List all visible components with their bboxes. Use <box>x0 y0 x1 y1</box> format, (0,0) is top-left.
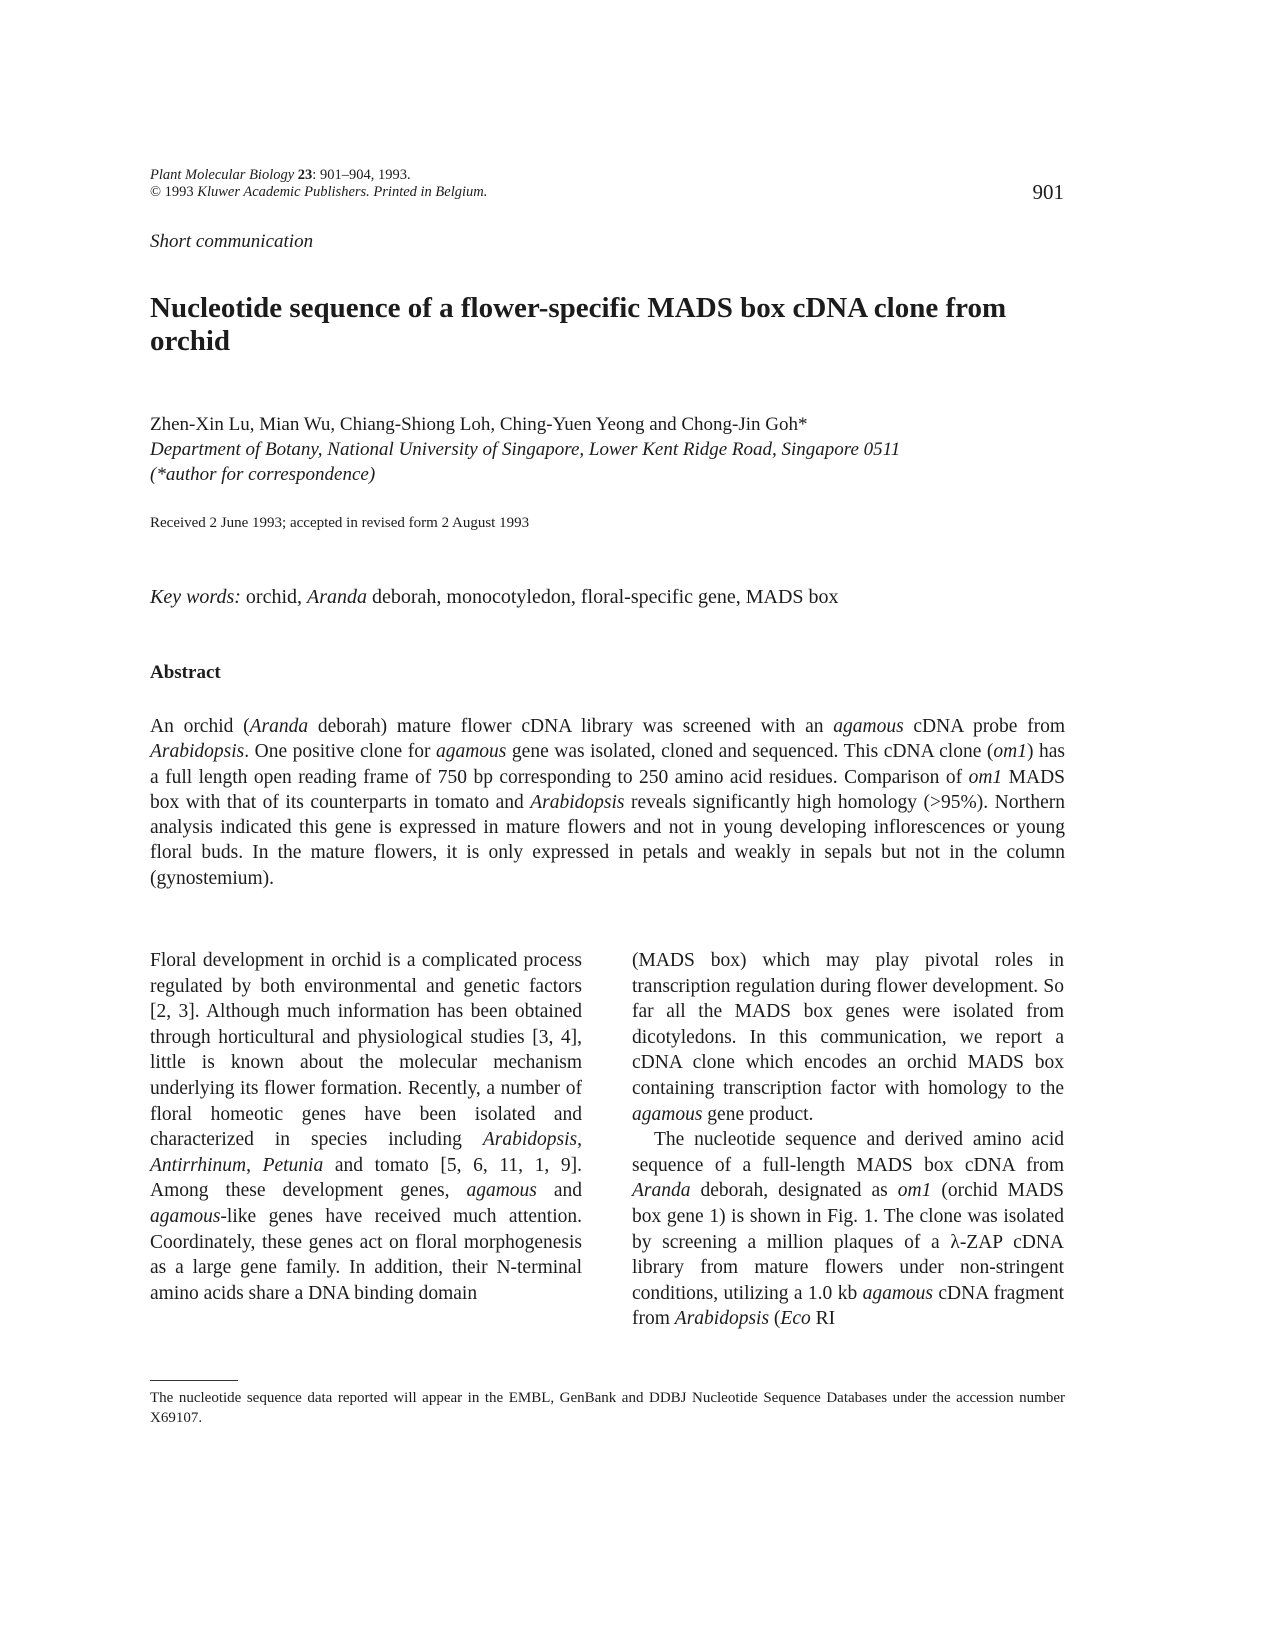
body-column-right <box>632 948 1064 1332</box>
keywords-genus: Aranda <box>307 586 368 608</box>
body-text: cDNA fragment from <box>632 1282 1064 1330</box>
abstract-text: ) has a full length open reading frame of 750 bp corresponding to 250 amino acid residues. Comparison of <box>150 741 1065 788</box>
journal-name: Plant Molecular Biology <box>150 167 295 183</box>
body-text: , <box>246 1154 263 1176</box>
received-dates: Received 2 June 1993; accepted in revised form 2 August 1993 <box>150 515 530 531</box>
body-text: (MADS box) which may play pivotal roles in transcription regulation during flower development. So far all the MADS box genes were isolated from dicotyledons. In this communication, we report a cDNA clone which encodes an orchid MADS box containing transcription factor with homology to the <box>632 950 1064 1099</box>
publisher: Kluwer Academic Publishers. Printed in Belgium. <box>197 184 488 200</box>
abstract-text: . One positive clone for <box>244 741 436 763</box>
journal-header <box>150 167 850 201</box>
correspondence-note: (*author for correspondence) <box>150 464 376 485</box>
abstract-text: reveals significantly high homology (>95%). Northern analysis indicated this gene is expressed in mature flowers and not in young developing inflorescences or young floral buds. In the mature flowers, it is only expressed in petals and weakly in sepals but not in the column (gynostemium). <box>150 791 1065 889</box>
keywords-text: orchid, <box>240 586 308 608</box>
body-text: -like genes have received much attention. Coordinately, these genes act on floral morphogenesis as a large gene family. In addition, their N-terminal amino acids share a DNA binding domain <box>150 1205 582 1304</box>
abstract-text: MADS box with that of its counterparts in tomato and <box>150 766 1065 813</box>
page-number: 901 <box>1032 180 1064 204</box>
copyright-line <box>150 184 850 201</box>
abstract-heading: Abstract <box>150 662 221 683</box>
body-italic: Antirrhinum <box>150 1154 247 1176</box>
abstract-italic: agamous <box>833 716 904 737</box>
body-italic: Petunia <box>262 1154 324 1176</box>
body-italic: om1 <box>897 1180 932 1202</box>
journal-citation <box>150 167 850 184</box>
body-text: deborah, designated as <box>690 1180 898 1202</box>
abstract-text: gene was isolated, cloned and sequenced. This cDNA clone ( <box>506 741 994 763</box>
body-italic: Aranda <box>632 1180 691 1202</box>
footnote: The nucleotide sequence data reported will appear in the EMBL, GenBank and DDBJ Nucleotide Sequence Databases under the accession number X69107. <box>150 1390 1065 1426</box>
affiliation: Department of Botany, National University of Singapore, Lower Kent Ridge Road, Singapore 0511 <box>150 439 901 460</box>
author-block <box>150 412 1110 487</box>
body-text: and tomato [5, 6, 11, 1, 9]. Among these development genes, <box>150 1154 583 1202</box>
footnote-rule <box>150 1380 238 1381</box>
body-italic: Eco <box>780 1308 811 1330</box>
body-text: ( <box>769 1308 781 1330</box>
keywords-label: Key words: <box>150 586 241 608</box>
body-text: , <box>577 1129 582 1151</box>
journal-volume: 23 <box>297 167 313 183</box>
abstract-italic: om1 <box>993 741 1027 763</box>
journal-pages: : 901–904, 1993. <box>312 167 411 183</box>
body-text: and <box>536 1180 583 1202</box>
body-italic: agamous <box>466 1180 537 1202</box>
abstract-italic: om1 <box>968 766 1003 788</box>
keywords-text-rest: deborah, monocotyledon, floral-specific gene, MADS box <box>367 586 839 608</box>
paper-title: Nucleotide sequence of a flower-specific MADS box cDNA clone from orchid <box>150 292 1007 357</box>
body-column-left <box>150 948 582 1306</box>
abstract-text: An orchid ( <box>150 716 250 737</box>
article-type: Short communication <box>150 231 314 252</box>
author-list: Zhen-Xin Lu, Mian Wu, Chiang-Shiong Loh, Ching-Yuen Yeong and Chong-Jin Goh* <box>150 414 808 435</box>
body-italic: agamous <box>862 1282 933 1304</box>
keywords <box>150 586 1110 609</box>
abstract-italic: Arabidopsis <box>150 741 245 763</box>
body-text: RI <box>810 1308 836 1330</box>
abstract-text: deborah) mature flower cDNA library was screened with an <box>308 716 834 737</box>
copyright-year: 1993 <box>161 184 198 200</box>
abstract-body <box>150 714 1065 891</box>
body-text: (orchid MADS box gene 1) is shown in Fig. 1. The clone was isolated by screening a million plaques of a λ-ZAP cDNA library from mature flowers under non-stringent conditions, utilizing a 1.0 kb <box>632 1180 1064 1304</box>
copyright-symbol: © <box>150 184 162 200</box>
body-italic: Arabidopsis <box>482 1129 578 1151</box>
abstract-text: cDNA probe from <box>903 716 1065 737</box>
body-italic: agamous <box>150 1205 221 1227</box>
body-text: Floral development in orchid is a complicated process regulated by both environmental and genetic factors [2, 3]. Although much information has been obtained through horticultural and physiological studies [3, 4], little is known about the molecular mechanism underlying its flower formation. Recently, a number of floral homeotic genes have been isolated and characterized in species including <box>150 950 582 1151</box>
abstract-italic: Arabidopsis <box>530 791 625 813</box>
body-text: gene product. <box>702 1103 814 1125</box>
abstract-italic: agamous <box>435 741 507 763</box>
body-italic: agamous <box>632 1103 703 1125</box>
abstract-italic: Aranda <box>249 716 309 737</box>
body-text: The nucleotide sequence and derived amino acid sequence of a full-length MADS box cDNA from <box>632 1129 1064 1176</box>
body-paragraph <box>632 948 1064 1127</box>
body-paragraph <box>632 1127 1064 1332</box>
body-italic: Arabidopsis <box>674 1308 770 1330</box>
body-paragraph <box>150 948 582 1306</box>
